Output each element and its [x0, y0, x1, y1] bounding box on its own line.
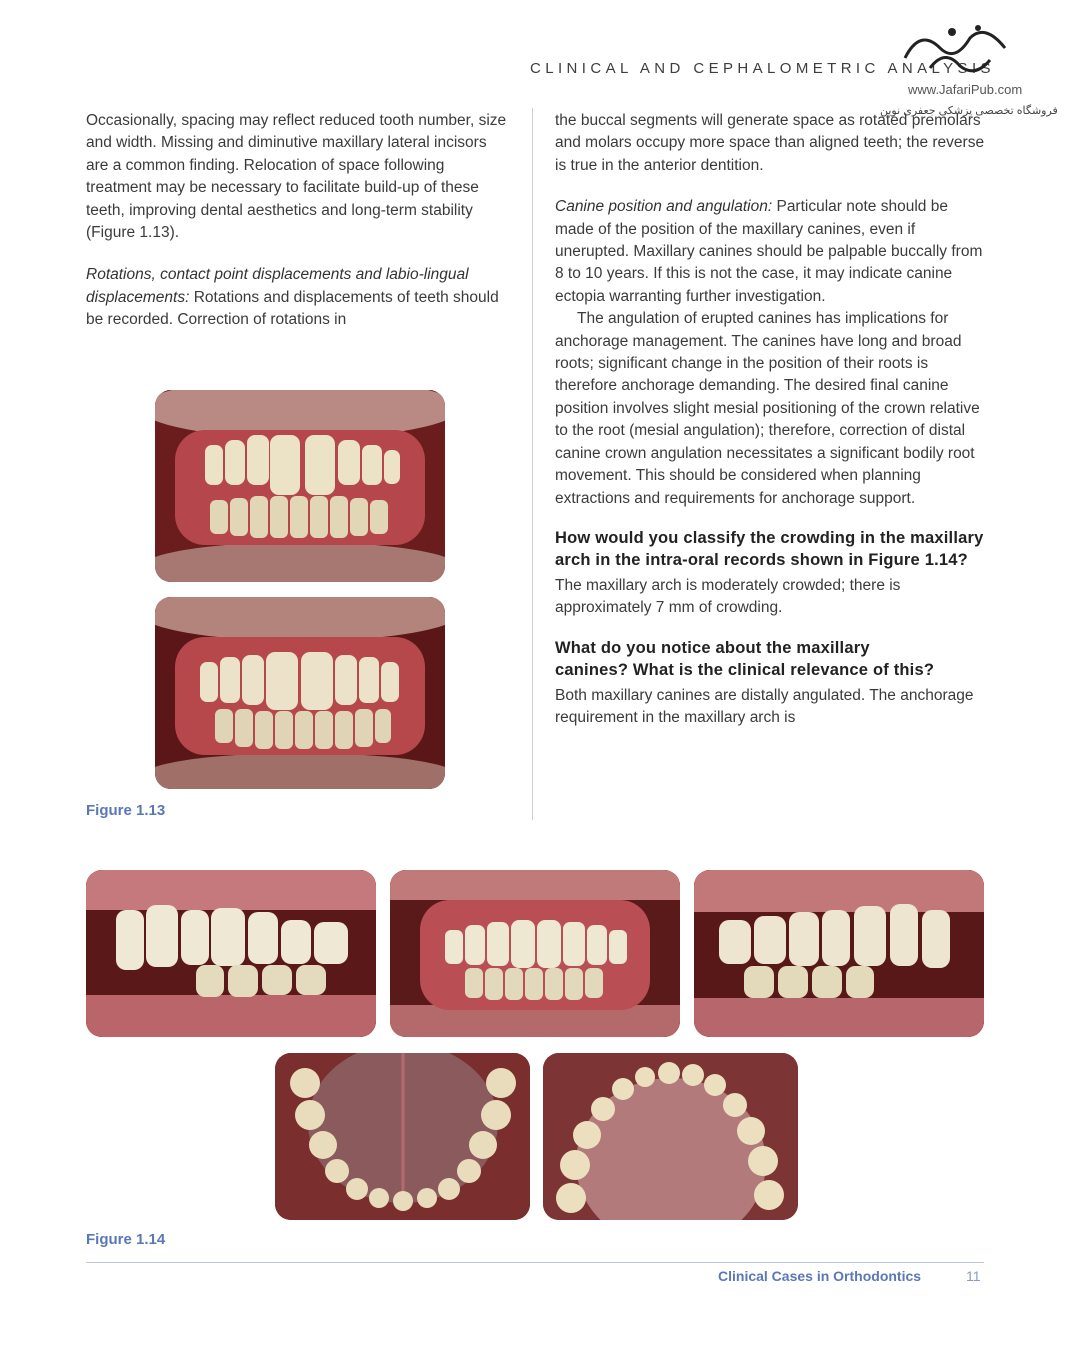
figure-1-14-photo-lower-occlusal [275, 1053, 530, 1220]
figure-1-14-photo-upper-occlusal [543, 1053, 798, 1220]
publisher-logo-icon [900, 18, 1010, 78]
left-paragraph-1: Occasionally, spacing may reflect reduced tooth number, size and width. Missing and diminutive maxillary lateral incisors are a common finding. Relocation of space following treatment may be necessary to facilitate build-up of these teeth, improving dental aesthetics and long-term stability (Figure 1.13). [86, 112, 507, 242]
right-paragraph-2 [555, 196, 985, 308]
rotations-heading: Rotations, contact point displacements and labio-lingual displacements: [86, 266, 469, 306]
left-paragraph-2 [86, 264, 511, 331]
canine-heading: Canine position and angulation: [555, 198, 773, 216]
right-paragraph-3: The angulation of erupted canines has implications for anchorage management. The canines have long and broad roots; significant change in the position of their roots is therefore anchorage demanding. The desired final canine position involves slight mesial positioning of the crown relative to the root (mesial angulation); therefore, correction of distal canine crown angulation necessitates a significant bodily root movement. This should be considered when planning extractions and requirements for anchorage support. [555, 310, 980, 507]
right-column [555, 110, 985, 730]
question-1: How would you classify the crowding in the maxillary arch in the intra-oral records shown in Figure 1.14? [555, 528, 984, 570]
footer-book-title: Clinical Cases in Orthodontics [718, 1268, 922, 1284]
figure-1-14-photo-frontal [390, 870, 680, 1037]
watermark-url: www.JafariPub.com [908, 82, 1023, 97]
left-column [86, 110, 511, 332]
answer-1: The maxillary arch is moderately crowded; there is approximately 7 mm of crowding. [555, 576, 901, 617]
watermark-persian-text: فروشگاه تخصصی پزشکی جعفری نوین [880, 105, 1058, 117]
right-paragraph-1: the buccal segments will generate space as rotated premolars and molars occupy more space than aligned teeth; the reverse is true in the anterior dentition. [555, 112, 985, 174]
canine-body: Particular note should be made of the position of the maxillary canines, even if unerupted. Maxillary canines should be palpable buccally from 8 to 10 years. If this is not the case, it may indicate canine ectopia warranting further investigation. [555, 198, 983, 305]
question-2: What do you notice about the maxillary canines? What is the clinical relevance of this? [555, 638, 935, 680]
figure-1-13-label: Figure 1.13 [86, 802, 166, 819]
figure-1-14-label: Figure 1.14 [86, 1231, 166, 1248]
figure-1-14-photo-right-buccal [86, 870, 376, 1037]
rotations-body: Rotations and displacements of teeth should be recorded. Correction of rotations in [86, 288, 499, 329]
column-divider [532, 108, 533, 820]
figure-1-13-photo-before [155, 390, 445, 582]
footer-rule [86, 1262, 984, 1263]
running-header: CLINICAL AND CEPHALOMETRIC ANALYSIS [530, 60, 995, 77]
page-number: 11 [966, 1268, 981, 1284]
figure-1-13-photo-after [155, 597, 445, 789]
answer-2: Both maxillary canines are distally angulated. The anchorage requirement in the maxillary arch is [555, 686, 974, 727]
figure-1-14-photo-left-buccal [694, 870, 984, 1037]
publisher-watermark [880, 18, 1058, 118]
